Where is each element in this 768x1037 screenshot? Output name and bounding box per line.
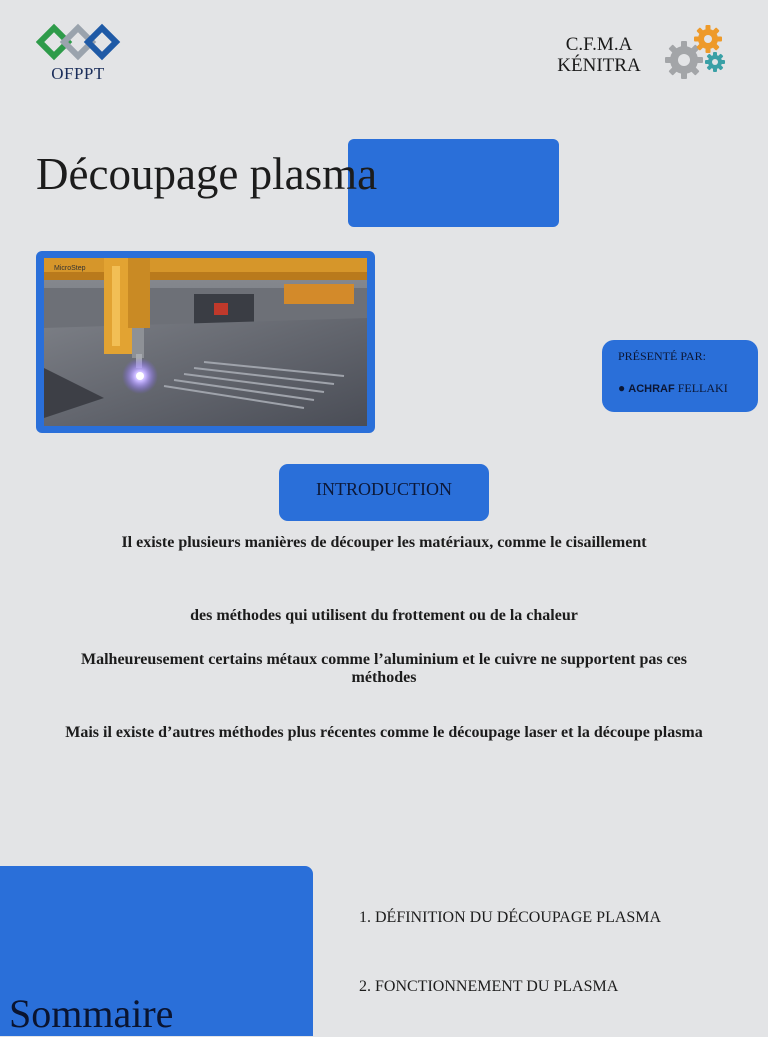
center-name bbox=[540, 34, 658, 76]
logo-text: OFPPT bbox=[51, 64, 105, 83]
sommaire-box bbox=[0, 866, 313, 1036]
intro-paragraph-4: Mais il existe d’autres méthodes plus récentes comme le découpage laser et la découpe plasma bbox=[65, 724, 703, 741]
presenter-name bbox=[618, 381, 728, 396]
presenter-first-name: ACHRAF bbox=[628, 383, 675, 395]
presenter-card bbox=[602, 340, 758, 412]
bullet: ● bbox=[618, 381, 626, 395]
intro-heading-box bbox=[279, 464, 489, 521]
title-accent-box bbox=[348, 139, 559, 227]
center-name-line2: KÉNITRA bbox=[557, 55, 641, 76]
page-title: Découpage plasma bbox=[36, 149, 378, 199]
sommaire-title: Sommaire bbox=[9, 991, 174, 1036]
photo-frame bbox=[36, 251, 375, 433]
intro-heading: INTRODUCTION bbox=[316, 479, 452, 499]
intro-paragraph-2: des méthodes qui utilisent du frottement ou de la chaleur bbox=[190, 607, 578, 624]
plasma-cutting-photo bbox=[44, 258, 367, 426]
toc-item: 1. DÉFINITION DU DÉCOUPAGE PLASMA bbox=[359, 909, 662, 926]
intro-paragraph-1: Il existe plusieurs manières de découper les matériaux, comme le cisaillement bbox=[121, 534, 647, 551]
ofppt-logo-icon bbox=[36, 22, 126, 62]
ofppt-logo bbox=[36, 22, 126, 84]
gears-icon bbox=[664, 24, 730, 82]
toc-item: 2. FONCTIONNEMENT DU PLASMA bbox=[359, 978, 619, 995]
presenter-label: PRÉSENTÉ PAR: bbox=[618, 349, 706, 363]
presenter-last-name: FELLAKI bbox=[677, 381, 728, 395]
center-name-line1: C.F.M.A bbox=[565, 34, 633, 55]
intro-paragraph-3: Malheureusement certains métaux comme l’aluminium et le cuivre ne supportent pas ces méthodes bbox=[81, 651, 687, 686]
svg-text:MicroStep: MicroStep bbox=[54, 265, 86, 272]
